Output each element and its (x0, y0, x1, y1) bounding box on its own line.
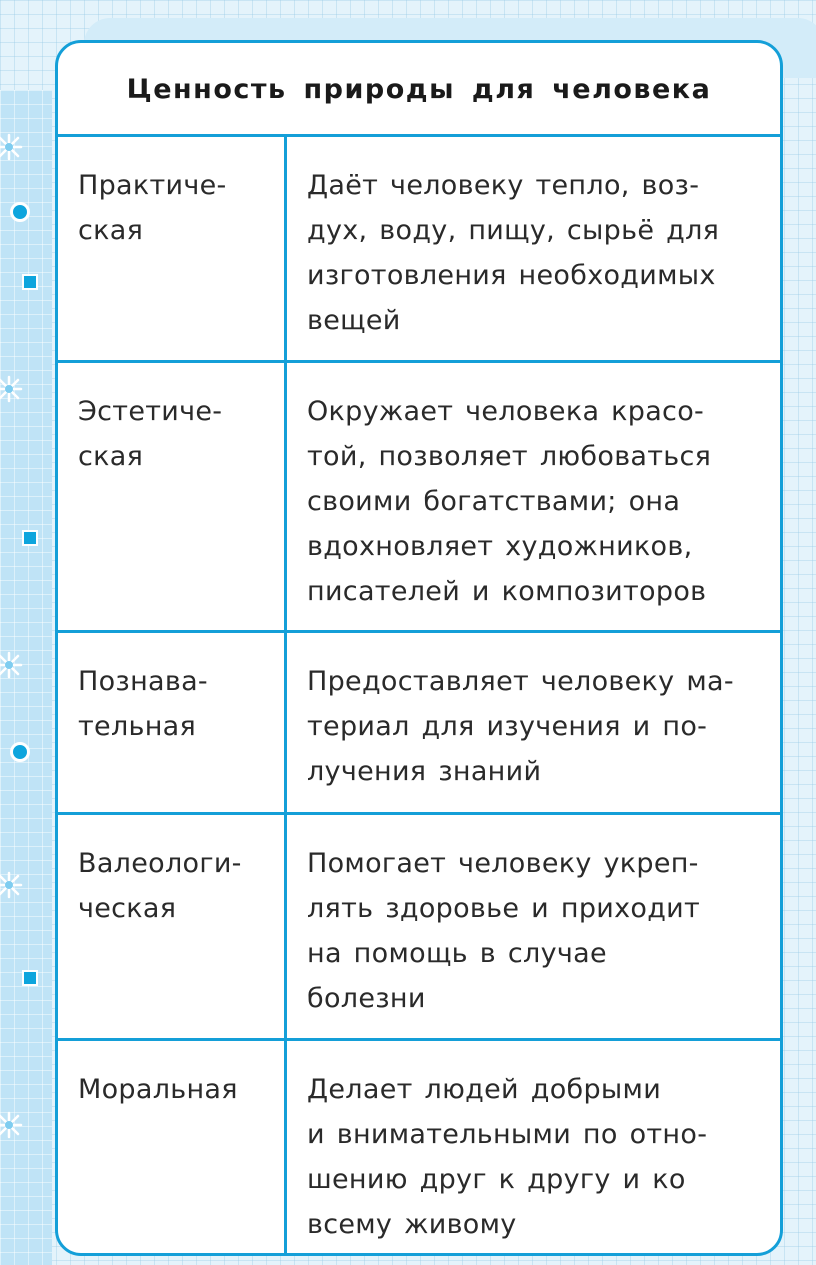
description-text: Помогает человеку укреп- (307, 848, 699, 879)
dot-icon (10, 742, 30, 762)
value-type-text: ческая (78, 893, 177, 924)
description-text: Даёт человеку тепло, воз- (307, 170, 700, 201)
table-row (58, 815, 780, 1041)
value-type-text: Моральная (78, 1074, 238, 1105)
table-title: Ценность природы для человека (126, 74, 712, 105)
description-text: на помощь в случае (307, 938, 607, 969)
table-row (58, 363, 780, 633)
value-type-text: Практиче- (78, 170, 227, 201)
table-row (58, 1041, 780, 1256)
description-text: той, позволяет любоваться (307, 441, 712, 472)
value-type-text: тельная (78, 711, 197, 742)
description-text: лять здоровье и приходит (307, 893, 701, 924)
table-title-row (58, 43, 780, 137)
description-text: Окружает человека красо- (307, 396, 705, 427)
description-text: вещей (307, 305, 401, 336)
value-type-text: Познава- (78, 666, 208, 697)
value-type-cell (58, 137, 287, 360)
description-text: териал для изучения и по- (307, 711, 708, 742)
snowflake-icon (0, 374, 24, 404)
description-text: лучения знаний (307, 756, 542, 787)
value-type-text: ская (78, 215, 144, 246)
square-icon (22, 530, 38, 546)
left-decorative-strip (0, 90, 52, 1265)
nature-value-table (55, 40, 783, 1256)
value-type-text: Валеологи- (78, 848, 242, 879)
description-text: шению друг к другу и ко (307, 1164, 686, 1195)
description-text: дух, воду, пищу, сырьё для (307, 215, 720, 246)
description-text: своими богатствами; она (307, 486, 681, 517)
description-text: изготовления необходимых (307, 260, 716, 291)
value-description-cell (287, 363, 780, 630)
description-text: Делает людей добрыми (307, 1074, 662, 1105)
value-type-cell (58, 633, 287, 812)
value-description-cell (287, 137, 780, 360)
description-text: писателей и композиторов (307, 576, 707, 607)
value-type-cell (58, 815, 287, 1038)
snowflake-icon (0, 1110, 24, 1140)
description-text: и внимательными по отно- (307, 1119, 708, 1150)
table-row (58, 137, 780, 363)
value-type-cell (58, 1041, 287, 1256)
description-text: Предоставляет человеку ма- (307, 666, 734, 697)
snowflake-icon (0, 650, 24, 680)
value-description-cell (287, 815, 780, 1038)
description-text: вдохновляет художников, (307, 531, 693, 562)
snowflake-icon (0, 870, 24, 900)
dot-icon (10, 202, 30, 222)
square-icon (22, 970, 38, 986)
description-text: всему живому (307, 1209, 517, 1240)
value-type-text: Эстетиче- (78, 396, 223, 427)
table-row (58, 633, 780, 815)
square-icon (22, 274, 38, 290)
snowflake-icon (0, 132, 24, 162)
value-type-cell (58, 363, 287, 630)
value-description-cell (287, 633, 780, 812)
value-type-text: ская (78, 441, 144, 472)
value-description-cell (287, 1041, 780, 1256)
description-text: болезни (307, 983, 426, 1014)
